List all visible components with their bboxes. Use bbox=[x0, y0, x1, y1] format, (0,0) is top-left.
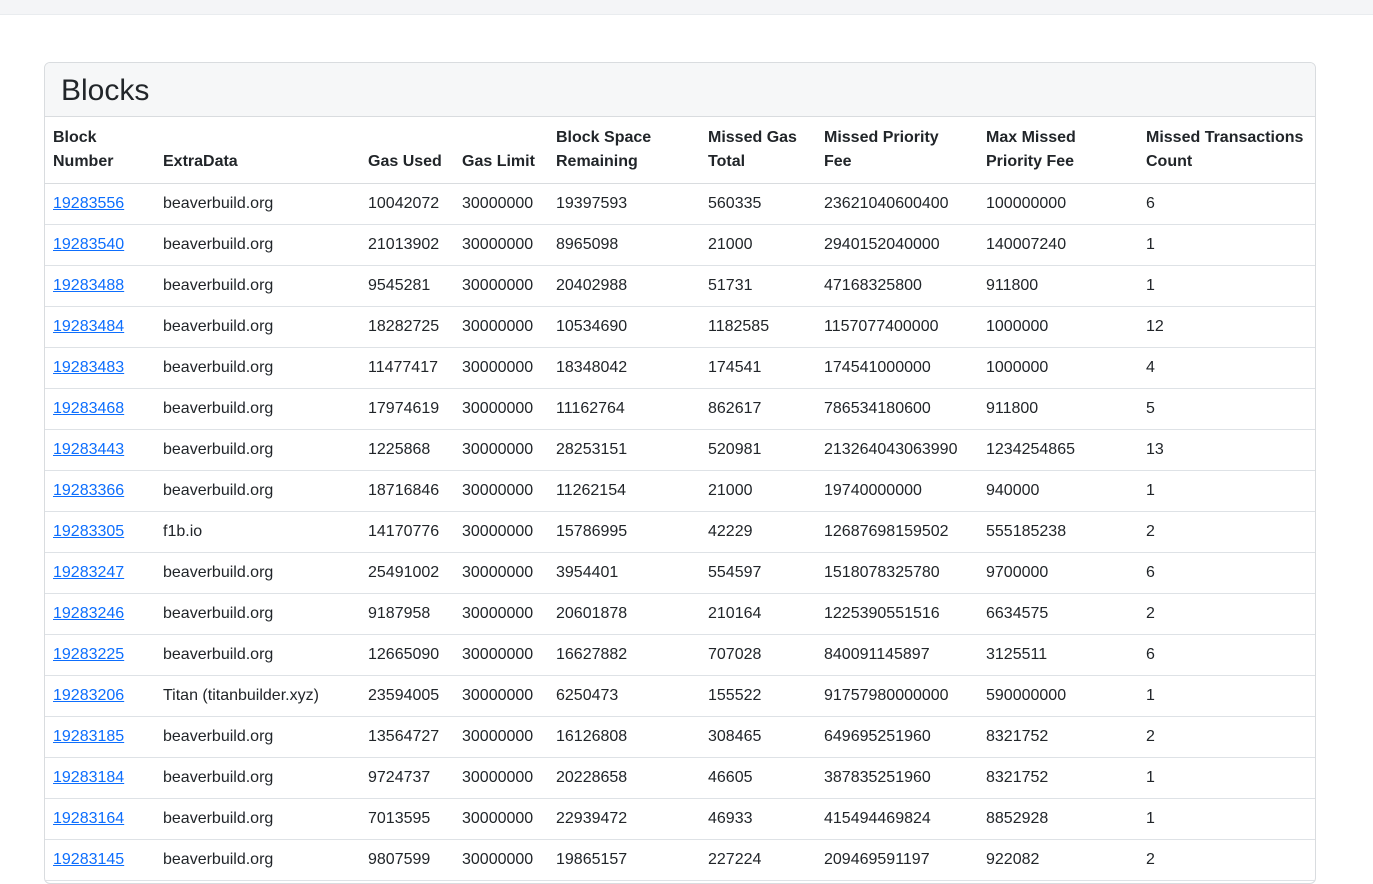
extradata-cell: beaverbuild.org bbox=[155, 184, 360, 225]
gas-limit-cell: 30000000 bbox=[454, 553, 548, 594]
missed-priority-fee-cell: 840091145897 bbox=[816, 635, 978, 676]
block-space-remaining-cell: 20228658 bbox=[548, 758, 700, 799]
missed-transactions-count-cell: 5 bbox=[1138, 389, 1315, 430]
missed-priority-fee-cell: 23621040600400 bbox=[816, 184, 978, 225]
block-number-link[interactable]: 19283145 bbox=[53, 851, 125, 868]
gas-limit-cell: 30000000 bbox=[454, 348, 548, 389]
table-row bbox=[45, 512, 1315, 553]
max-missed-priority-fee-cell: 1000000 bbox=[978, 307, 1138, 348]
missed-transactions-count-cell: 13 bbox=[1138, 430, 1315, 471]
missed-gas-total-cell: 51731 bbox=[700, 266, 816, 307]
missed-priority-fee-cell: 649695251960 bbox=[816, 717, 978, 758]
block-number-link[interactable]: 19283225 bbox=[53, 646, 125, 663]
block-number-cell bbox=[45, 225, 155, 266]
block-space-remaining-cell: 18348042 bbox=[548, 348, 700, 389]
max-missed-priority-fee-cell: 8852928 bbox=[978, 799, 1138, 840]
header-gas-used[interactable]: Gas Used bbox=[360, 117, 454, 184]
extradata-cell: beaverbuild.org bbox=[155, 799, 360, 840]
header-max-missed-priority-fee[interactable]: Max Missed Priority Fee bbox=[978, 117, 1138, 184]
extradata-cell: f1b.io bbox=[155, 512, 360, 553]
block-number-link[interactable]: 19283185 bbox=[53, 728, 125, 745]
max-missed-priority-fee-cell: 590000000 bbox=[978, 676, 1138, 717]
table-row bbox=[45, 758, 1315, 799]
extradata-cell: beaverbuild.org bbox=[155, 840, 360, 881]
table-row bbox=[45, 471, 1315, 512]
gas-limit-cell: 30000000 bbox=[454, 471, 548, 512]
extradata-cell: beaverbuild.org bbox=[155, 348, 360, 389]
gas-used-cell: 10042072 bbox=[360, 184, 454, 225]
gas-used-cell: 9724737 bbox=[360, 758, 454, 799]
missed-gas-total-cell: 1182585 bbox=[700, 307, 816, 348]
block-number-cell bbox=[45, 799, 155, 840]
extradata-cell: beaverbuild.org bbox=[155, 594, 360, 635]
missed-transactions-count-cell: 2 bbox=[1138, 840, 1315, 881]
block-number-link[interactable]: 19283164 bbox=[53, 810, 125, 827]
block-number-link[interactable]: 19283184 bbox=[53, 769, 125, 786]
gas-limit-cell: 30000000 bbox=[454, 389, 548, 430]
gas-used-cell: 12665090 bbox=[360, 635, 454, 676]
missed-gas-total-cell: 174541 bbox=[700, 348, 816, 389]
block-number-cell bbox=[45, 840, 155, 881]
missed-transactions-count-cell: 2 bbox=[1138, 717, 1315, 758]
max-missed-priority-fee-cell: 1000000 bbox=[978, 348, 1138, 389]
header-gas-limit[interactable]: Gas Limit bbox=[454, 117, 548, 184]
table-row bbox=[45, 348, 1315, 389]
gas-limit-cell: 30000000 bbox=[454, 512, 548, 553]
block-number-cell bbox=[45, 184, 155, 225]
missed-transactions-count-cell: 1 bbox=[1138, 225, 1315, 266]
block-space-remaining-cell: 19865157 bbox=[548, 840, 700, 881]
table-row bbox=[45, 717, 1315, 758]
gas-limit-cell: 30000000 bbox=[454, 635, 548, 676]
block-space-remaining-cell: 11162764 bbox=[548, 389, 700, 430]
table-row bbox=[45, 799, 1315, 840]
table-row bbox=[45, 635, 1315, 676]
block-number-cell bbox=[45, 512, 155, 553]
block-space-remaining-cell: 8965098 bbox=[548, 225, 700, 266]
block-space-remaining-cell: 6250473 bbox=[548, 676, 700, 717]
block-number-cell bbox=[45, 676, 155, 717]
missed-priority-fee-cell: 47168325800 bbox=[816, 266, 978, 307]
missed-priority-fee-cell: 387835251960 bbox=[816, 758, 978, 799]
gas-limit-cell: 30000000 bbox=[454, 717, 548, 758]
block-space-remaining-cell: 28253151 bbox=[548, 430, 700, 471]
gas-limit-cell: 30000000 bbox=[454, 758, 548, 799]
missed-gas-total-cell: 46933 bbox=[700, 799, 816, 840]
missed-priority-fee-cell: 174541000000 bbox=[816, 348, 978, 389]
header-missed-gas-total[interactable]: Missed Gas Total bbox=[700, 117, 816, 184]
block-number-cell bbox=[45, 348, 155, 389]
block-number-cell bbox=[45, 471, 155, 512]
missed-gas-total-cell: 42229 bbox=[700, 512, 816, 553]
extradata-cell: beaverbuild.org bbox=[155, 553, 360, 594]
gas-limit-cell: 30000000 bbox=[454, 430, 548, 471]
gas-used-cell: 1225868 bbox=[360, 430, 454, 471]
block-number-link[interactable]: 19283247 bbox=[53, 564, 125, 581]
page-title: Blocks bbox=[61, 74, 150, 107]
max-missed-priority-fee-cell: 555185238 bbox=[978, 512, 1138, 553]
block-number-cell bbox=[45, 717, 155, 758]
blocks-table bbox=[45, 117, 1315, 881]
missed-gas-total-cell: 210164 bbox=[700, 594, 816, 635]
gas-used-cell: 18716846 bbox=[360, 471, 454, 512]
missed-gas-total-cell: 560335 bbox=[700, 184, 816, 225]
block-number-cell bbox=[45, 430, 155, 471]
gas-limit-cell: 30000000 bbox=[454, 594, 548, 635]
header-block-number[interactable]: Block Number bbox=[45, 117, 155, 184]
gas-limit-cell: 30000000 bbox=[454, 266, 548, 307]
missed-priority-fee-cell: 1225390551516 bbox=[816, 594, 978, 635]
missed-transactions-count-cell: 1 bbox=[1138, 799, 1315, 840]
max-missed-priority-fee-cell: 3125511 bbox=[978, 635, 1138, 676]
top-bar bbox=[0, 0, 1373, 15]
missed-gas-total-cell: 155522 bbox=[700, 676, 816, 717]
missed-gas-total-cell: 520981 bbox=[700, 430, 816, 471]
table-row bbox=[45, 266, 1315, 307]
missed-transactions-count-cell: 2 bbox=[1138, 512, 1315, 553]
table-row bbox=[45, 225, 1315, 266]
extradata-cell: beaverbuild.org bbox=[155, 225, 360, 266]
extradata-cell: beaverbuild.org bbox=[155, 266, 360, 307]
gas-used-cell: 25491002 bbox=[360, 553, 454, 594]
block-number-link[interactable]: 19283483 bbox=[53, 359, 125, 376]
max-missed-priority-fee-cell: 940000 bbox=[978, 471, 1138, 512]
table-row bbox=[45, 676, 1315, 717]
gas-limit-cell: 30000000 bbox=[454, 676, 548, 717]
table-row bbox=[45, 840, 1315, 881]
table-row bbox=[45, 430, 1315, 471]
table-row bbox=[45, 594, 1315, 635]
missed-priority-fee-cell: 1518078325780 bbox=[816, 553, 978, 594]
block-space-remaining-cell: 20601878 bbox=[548, 594, 700, 635]
max-missed-priority-fee-cell: 8321752 bbox=[978, 717, 1138, 758]
table-row bbox=[45, 389, 1315, 430]
gas-limit-cell: 30000000 bbox=[454, 840, 548, 881]
block-space-remaining-cell: 22939472 bbox=[548, 799, 700, 840]
gas-used-cell: 7013595 bbox=[360, 799, 454, 840]
block-space-remaining-cell: 20402988 bbox=[548, 266, 700, 307]
block-space-remaining-cell: 11262154 bbox=[548, 471, 700, 512]
gas-used-cell: 9807599 bbox=[360, 840, 454, 881]
block-number-link[interactable]: 19283484 bbox=[53, 318, 125, 335]
missed-priority-fee-cell: 91757980000000 bbox=[816, 676, 978, 717]
max-missed-priority-fee-cell: 8321752 bbox=[978, 758, 1138, 799]
missed-transactions-count-cell: 2 bbox=[1138, 594, 1315, 635]
max-missed-priority-fee-cell: 911800 bbox=[978, 389, 1138, 430]
table-body bbox=[45, 184, 1315, 881]
missed-transactions-count-cell: 6 bbox=[1138, 635, 1315, 676]
missed-priority-fee-cell: 12687698159502 bbox=[816, 512, 978, 553]
block-space-remaining-cell: 19397593 bbox=[548, 184, 700, 225]
extradata-cell: Titan (titanbuilder.xyz) bbox=[155, 676, 360, 717]
extradata-cell: beaverbuild.org bbox=[155, 471, 360, 512]
max-missed-priority-fee-cell: 140007240 bbox=[978, 225, 1138, 266]
gas-limit-cell: 30000000 bbox=[454, 799, 548, 840]
table-row bbox=[45, 184, 1315, 225]
block-number-link[interactable]: 19283206 bbox=[53, 687, 125, 704]
missed-gas-total-cell: 862617 bbox=[700, 389, 816, 430]
extradata-cell: beaverbuild.org bbox=[155, 430, 360, 471]
block-number-link[interactable]: 19283488 bbox=[53, 277, 125, 294]
missed-gas-total-cell: 308465 bbox=[700, 717, 816, 758]
missed-transactions-count-cell: 4 bbox=[1138, 348, 1315, 389]
missed-gas-total-cell: 227224 bbox=[700, 840, 816, 881]
block-number-link[interactable]: 19283246 bbox=[53, 605, 125, 622]
block-space-remaining-cell: 16627882 bbox=[548, 635, 700, 676]
gas-limit-cell: 30000000 bbox=[454, 307, 548, 348]
block-number-cell bbox=[45, 266, 155, 307]
extradata-cell: beaverbuild.org bbox=[155, 389, 360, 430]
header-missed-priority-fee[interactable]: Missed Priority Fee bbox=[816, 117, 978, 184]
extradata-cell: beaverbuild.org bbox=[155, 635, 360, 676]
max-missed-priority-fee-cell: 1234254865 bbox=[978, 430, 1138, 471]
missed-transactions-count-cell: 1 bbox=[1138, 471, 1315, 512]
table-header bbox=[45, 117, 1315, 184]
card-header bbox=[45, 63, 1315, 117]
gas-limit-cell: 30000000 bbox=[454, 225, 548, 266]
block-space-remaining-cell: 15786995 bbox=[548, 512, 700, 553]
missed-priority-fee-cell: 1157077400000 bbox=[816, 307, 978, 348]
table-row bbox=[45, 307, 1315, 348]
max-missed-priority-fee-cell: 6634575 bbox=[978, 594, 1138, 635]
header-missed-transactions-count[interactable]: Missed Transactions Count bbox=[1138, 117, 1315, 184]
missed-gas-total-cell: 554597 bbox=[700, 553, 816, 594]
block-number-cell bbox=[45, 758, 155, 799]
missed-priority-fee-cell: 415494469824 bbox=[816, 799, 978, 840]
block-number-cell bbox=[45, 553, 155, 594]
max-missed-priority-fee-cell: 9700000 bbox=[978, 553, 1138, 594]
missed-transactions-count-cell: 12 bbox=[1138, 307, 1315, 348]
block-number-link[interactable]: 19283366 bbox=[53, 482, 125, 499]
block-space-remaining-cell: 3954401 bbox=[548, 553, 700, 594]
missed-gas-total-cell: 21000 bbox=[700, 225, 816, 266]
missed-transactions-count-cell: 1 bbox=[1138, 676, 1315, 717]
block-number-cell bbox=[45, 635, 155, 676]
block-number-cell bbox=[45, 594, 155, 635]
table-row bbox=[45, 553, 1315, 594]
max-missed-priority-fee-cell: 100000000 bbox=[978, 184, 1138, 225]
header-row bbox=[45, 117, 1315, 184]
gas-used-cell: 11477417 bbox=[360, 348, 454, 389]
block-space-remaining-cell: 10534690 bbox=[548, 307, 700, 348]
gas-used-cell: 13564727 bbox=[360, 717, 454, 758]
gas-used-cell: 17974619 bbox=[360, 389, 454, 430]
gas-used-cell: 23594005 bbox=[360, 676, 454, 717]
block-number-link[interactable]: 19283305 bbox=[53, 523, 125, 540]
block-number-link[interactable]: 19283556 bbox=[53, 195, 125, 212]
gas-used-cell: 14170776 bbox=[360, 512, 454, 553]
blocks-card bbox=[44, 62, 1316, 884]
block-number-link[interactable]: 19283540 bbox=[53, 236, 125, 253]
missed-priority-fee-cell: 213264043063990 bbox=[816, 430, 978, 471]
gas-used-cell: 9187958 bbox=[360, 594, 454, 635]
missed-priority-fee-cell: 2940152040000 bbox=[816, 225, 978, 266]
block-space-remaining-cell: 16126808 bbox=[548, 717, 700, 758]
extradata-cell: beaverbuild.org bbox=[155, 307, 360, 348]
extradata-cell: beaverbuild.org bbox=[155, 717, 360, 758]
missed-priority-fee-cell: 786534180600 bbox=[816, 389, 978, 430]
missed-transactions-count-cell: 1 bbox=[1138, 758, 1315, 799]
block-number-link[interactable]: 19283468 bbox=[53, 400, 125, 417]
missed-gas-total-cell: 707028 bbox=[700, 635, 816, 676]
missed-transactions-count-cell: 1 bbox=[1138, 266, 1315, 307]
missed-transactions-count-cell: 6 bbox=[1138, 553, 1315, 594]
max-missed-priority-fee-cell: 911800 bbox=[978, 266, 1138, 307]
max-missed-priority-fee-cell: 922082 bbox=[978, 840, 1138, 881]
missed-transactions-count-cell: 6 bbox=[1138, 184, 1315, 225]
header-extradata[interactable]: ExtraData bbox=[155, 117, 360, 184]
block-number-cell bbox=[45, 389, 155, 430]
block-number-cell bbox=[45, 307, 155, 348]
gas-used-cell: 9545281 bbox=[360, 266, 454, 307]
missed-priority-fee-cell: 19740000000 bbox=[816, 471, 978, 512]
missed-gas-total-cell: 21000 bbox=[700, 471, 816, 512]
missed-gas-total-cell: 46605 bbox=[700, 758, 816, 799]
header-block-space-remaining[interactable]: Block Space Remaining bbox=[548, 117, 700, 184]
block-number-link[interactable]: 19283443 bbox=[53, 441, 125, 458]
extradata-cell: beaverbuild.org bbox=[155, 758, 360, 799]
missed-priority-fee-cell: 209469591197 bbox=[816, 840, 978, 881]
gas-used-cell: 18282725 bbox=[360, 307, 454, 348]
gas-used-cell: 21013902 bbox=[360, 225, 454, 266]
gas-limit-cell: 30000000 bbox=[454, 184, 548, 225]
